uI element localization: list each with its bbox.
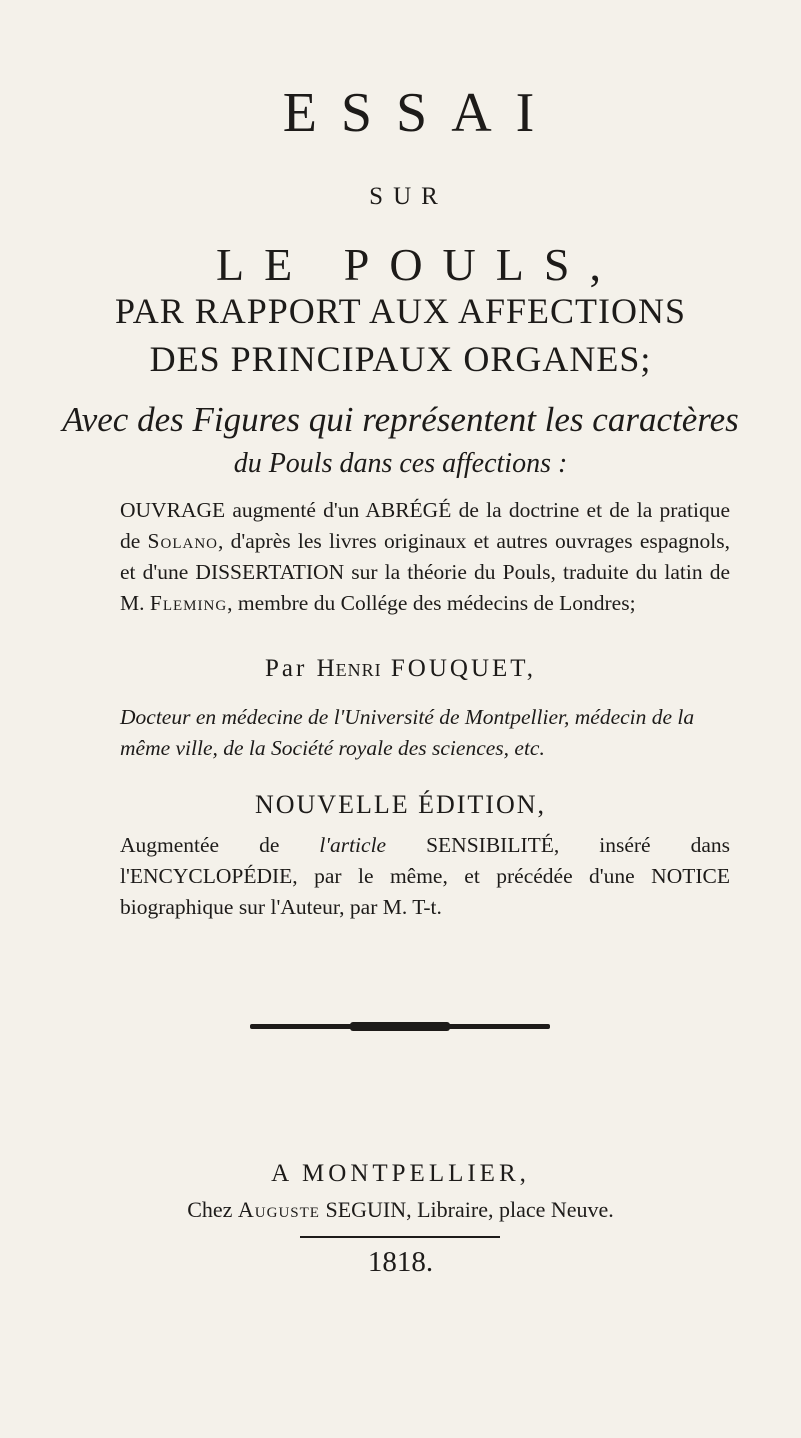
imprint-firstname: Auguste	[237, 1197, 320, 1222]
subtitle-line-1: PAR RAPPORT AUX AFFECTIONS	[114, 291, 687, 331]
ouvrage-text-3: , membre du Collége des médecins de Londres;	[227, 591, 636, 615]
ouvrage-text-2: , d'après les livres originaux et autres ouvrages espagnols, et d'une DISSERTATION sur la théorie du Pouls, traduite du latin de M.	[120, 529, 730, 615]
ornamental-rule	[250, 1024, 550, 1029]
author-solano: Solano	[147, 529, 218, 553]
figures-note-line-1: Avec des Figures qui représentent les caractères	[62, 400, 739, 439]
subtitle-line-2: DES PRINCIPAUX ORGANES;	[149, 339, 652, 379]
author-fleming: Fleming	[149, 591, 228, 615]
imprint-year: 1818.	[367, 1246, 434, 1278]
imprint-city: A MONTPELLIER,	[271, 1160, 530, 1187]
edition-description	[120, 830, 730, 923]
imprint-chez: Chez	[187, 1197, 233, 1222]
author-par: Par	[265, 655, 308, 682]
edition-text-1: Augmentée de	[120, 833, 320, 857]
figures-note-line-2: du Pouls dans ces affections :	[233, 448, 568, 479]
author-firstname: Henri	[316, 655, 382, 682]
ouvrage-description	[120, 495, 730, 619]
edition-heading: NOUVELLE ÉDITION,	[254, 790, 547, 819]
imprint-publisher	[0, 1197, 801, 1223]
ouvrage-text-1: OUVRAGE augmenté d'un ABRÉGÉ de la doctrine et de la pratique de	[120, 498, 730, 553]
title-essai: ESSAI	[282, 82, 559, 144]
edition-text-2: SENSIBILITÉ, inséré dans l'ENCYCLOPÉDIE, par le même, et précédée d'une NOTICE biographique sur l'Auteur, par M. T-t.	[120, 833, 730, 919]
imprint-rule	[300, 1236, 500, 1238]
edition-article: l'article	[319, 833, 387, 857]
author-surname: FOUQUET,	[390, 655, 536, 682]
title-le-pouls: LE POULS,	[216, 239, 621, 290]
ornamental-rule-center	[350, 1022, 450, 1031]
title-sur: SUR	[369, 183, 448, 210]
author-credentials: Docteur en médecine de l'Université de Montpellier, médecin de la même ville, de la Société royale des sciences, etc.	[120, 705, 695, 760]
imprint-libraire: SEGUIN, Libraire, place Neuve.	[325, 1197, 614, 1222]
author-line	[0, 655, 801, 683]
